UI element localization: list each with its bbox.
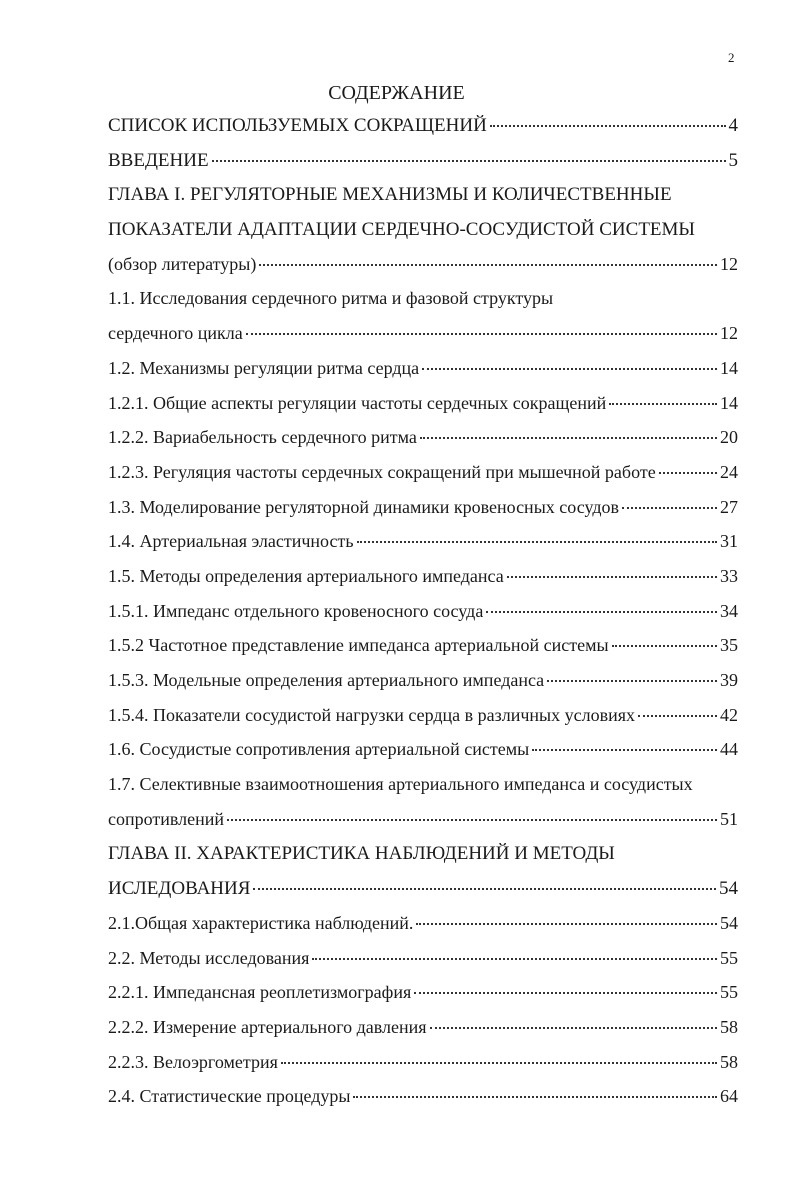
toc-leader-dots — [507, 576, 717, 578]
toc-entry-label: ИСЛЕДОВАНИЯ — [108, 878, 251, 900]
toc-entry-page: 42 — [720, 704, 738, 725]
toc-entry-label: 2.2. Методы исследования — [108, 947, 310, 968]
toc-entry-page: 14 — [720, 392, 738, 413]
toc-entry — [108, 601, 738, 636]
toc-entry-label: 1.5. Методы определения артериального импеданса — [108, 565, 504, 586]
toc-leader-dots — [312, 958, 717, 960]
toc-entry-label: 1.5.1. Импеданс отдельного кровеносного сосуда — [108, 600, 484, 621]
toc-leader-dots — [622, 507, 717, 509]
toc-entry — [108, 358, 738, 393]
toc-entry-label: 1.7. Селективные взаимоотношения артериального импеданса и сосудистых — [108, 774, 693, 795]
toc-entry — [108, 913, 738, 948]
toc-leader-dots — [638, 715, 717, 717]
toc-leader-dots — [532, 749, 717, 751]
toc-entry-label: 2.2.2. Измерение артериального давления — [108, 1016, 427, 1037]
toc-entry-label: 1.5.4. Показатели сосудистой нагрузки сердца в различных условиях — [108, 704, 636, 725]
toc-leader-dots — [420, 437, 717, 439]
toc-entry — [108, 323, 738, 358]
toc-entry — [108, 393, 738, 428]
toc-entry-label: 2.1.Общая характеристика наблюдений. — [108, 912, 414, 933]
toc-entry — [108, 1052, 738, 1087]
toc-entry-label: сопротивлений — [108, 808, 225, 829]
toc-entry — [108, 497, 738, 532]
toc-entry-page: 4 — [728, 115, 738, 136]
page-number: 2 — [728, 50, 735, 65]
toc-entry — [108, 878, 738, 913]
toc-entry — [108, 150, 738, 185]
toc-entry-label: 2.2.3. Велоэргометрия — [108, 1051, 278, 1072]
toc-entry-label: ВВЕДЕНИЕ — [108, 149, 209, 171]
toc-entry-page: 27 — [720, 496, 738, 517]
toc-entry-page: 58 — [720, 1051, 738, 1072]
toc-leader-dots — [416, 923, 717, 925]
toc-entry-page: 33 — [720, 565, 738, 586]
toc-entry — [108, 427, 738, 462]
toc-entry-label: 1.2.3. Регуляция частоты сердечных сокращений при мышечной работе — [108, 461, 656, 482]
toc-entry-label: ГЛАВА I. РЕГУЛЯТОРНЫЕ МЕХАНИЗМЫ И КОЛИЧЕСТВЕННЫЕ — [108, 184, 672, 206]
toc-entry — [108, 1017, 738, 1052]
toc-entry — [108, 115, 738, 150]
toc-leader-dots — [486, 611, 717, 613]
toc-entry-label: 1.6. Сосудистые сопротивления артериальной системы — [108, 739, 530, 760]
toc-entry — [108, 809, 738, 844]
toc-entry-page: 64 — [720, 1086, 738, 1107]
toc-entry — [108, 739, 738, 774]
toc-entry-page: 35 — [720, 635, 738, 656]
toc-entry-label: 1.4. Артериальная эластичность — [108, 531, 354, 552]
toc-leader-dots — [353, 1096, 717, 1098]
toc-entry-page: 34 — [720, 600, 738, 621]
toc-entry — [108, 948, 738, 983]
toc-entry-page: 54 — [720, 912, 738, 933]
toc-leader-dots — [490, 125, 726, 127]
toc-entry-label: СПИСОК ИСПОЛЬЗУЕМЫХ СОКРАЩЕНИЙ — [108, 115, 487, 136]
toc-leader-dots — [357, 541, 717, 543]
toc-entry-page: 12 — [720, 323, 738, 344]
toc-entry-label: ГЛАВА II. ХАРАКТЕРИСТИКА НАБЛЮДЕНИЙ И МЕТОДЫ — [108, 843, 615, 865]
toc-entry-page: 44 — [720, 739, 738, 760]
toc-entry-page: 12 — [720, 253, 738, 274]
toc-entry-label: 1.1. Исследования сердечного ритма и фазовой структуры — [108, 288, 554, 309]
toc-entry-page: 51 — [720, 808, 738, 829]
toc-entry-page: 55 — [720, 947, 738, 968]
toc-entry-label: 1.5.3. Модельные определения артериального импеданса — [108, 670, 545, 690]
toc-entry — [108, 219, 738, 254]
toc-entry — [108, 254, 738, 289]
page-title: СОДЕРЖАНИЕ — [328, 82, 465, 104]
toc-leader-dots — [547, 680, 717, 682]
toc-entry-label: 1.2.2. Вариабельность сердечного ритма — [108, 427, 417, 448]
toc-entry-page: 14 — [720, 357, 738, 378]
toc-leader-dots — [422, 368, 717, 370]
toc-entry-page: 54 — [719, 878, 738, 900]
toc-leader-dots — [659, 472, 717, 474]
toc-entry-page: 31 — [720, 531, 738, 552]
toc-entry-page: 5 — [728, 149, 738, 171]
toc-entry-page: 20 — [720, 427, 738, 448]
toc-entry-page: 55 — [720, 982, 738, 1003]
toc-entry-label: 1.5.2 Частотное представление импеданса артериальной системы — [108, 635, 609, 656]
toc-leader-dots — [212, 160, 726, 162]
toc-entry-label: 1.2. Механизмы регуляции ритма сердца — [108, 357, 420, 378]
toc-leader-dots — [414, 992, 717, 994]
toc-entry — [108, 705, 738, 740]
toc-leader-dots — [612, 645, 717, 647]
toc-entry — [108, 1086, 738, 1121]
toc-leader-dots — [430, 1027, 717, 1029]
toc-entry — [108, 843, 738, 878]
toc-entry — [108, 774, 738, 809]
toc-entry-label: 1.3. Моделирование регуляторной динамики кровеносных сосудов — [108, 496, 619, 517]
toc-leader-dots — [281, 1062, 717, 1064]
toc-entry — [108, 982, 738, 1017]
toc-entry — [108, 184, 738, 219]
toc-entry — [108, 462, 738, 497]
table-of-contents — [108, 115, 738, 1121]
toc-entry-label: 2.4. Статистические процедуры — [108, 1086, 351, 1107]
toc-leader-dots — [227, 819, 717, 821]
toc-entry-page: 24 — [720, 461, 738, 482]
toc-entry-label: (обзор литературы) — [108, 253, 257, 274]
toc-entry — [108, 566, 738, 601]
toc-entry-label: сердечного цикла — [108, 323, 243, 344]
toc-entry-page: 39 — [720, 670, 738, 690]
toc-leader-dots — [609, 403, 717, 405]
toc-entry — [108, 670, 738, 705]
toc-entry-label: 1.2.1. Общие аспекты регуляции частоты сердечных сокращений — [108, 392, 607, 413]
toc-entry — [108, 635, 738, 670]
toc-entry — [108, 531, 738, 566]
toc-entry-label: ПОКАЗАТЕЛИ АДАПТАЦИИ СЕРДЕЧНО-СОСУДИСТОЙ СИСТЕМЫ — [108, 219, 695, 241]
toc-entry-label: 2.2.1. Импедансная реоплетизмография — [108, 982, 412, 1003]
toc-leader-dots — [246, 333, 717, 335]
toc-entry-page: 58 — [720, 1016, 738, 1037]
toc-leader-dots — [253, 888, 716, 890]
toc-entry — [108, 288, 738, 323]
toc-leader-dots — [259, 264, 717, 266]
